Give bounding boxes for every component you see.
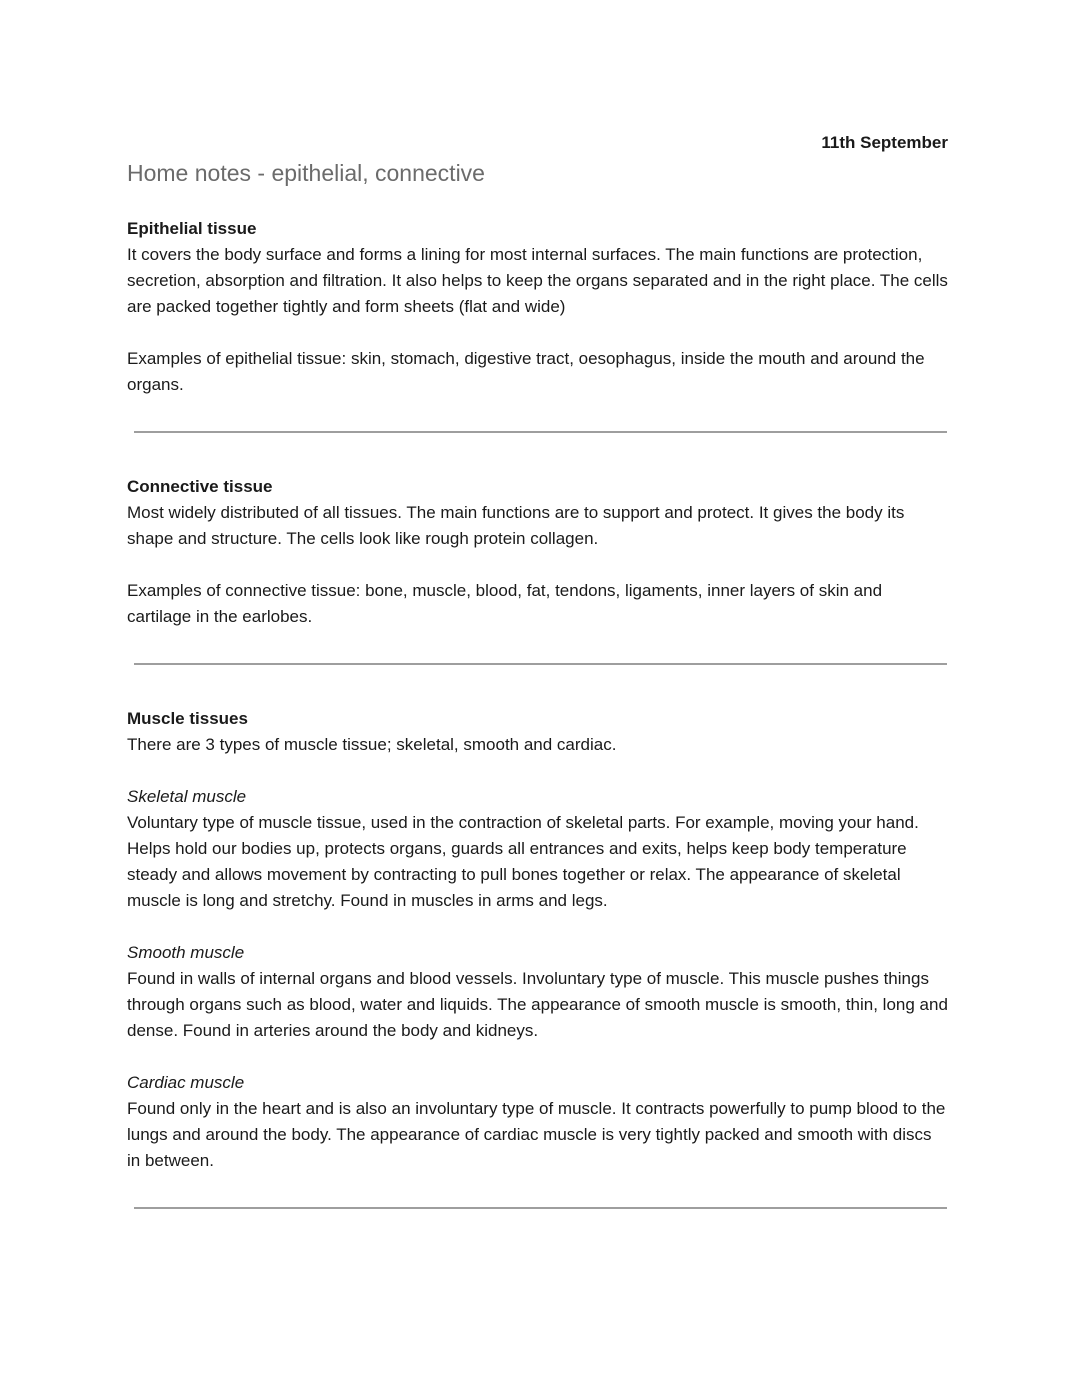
section-muscle-tissues [127,706,948,1174]
date-heading: 11th September [821,133,948,152]
section-connective-tissue [127,474,948,630]
section-divider [134,431,947,433]
page-title: Home notes - epithelial, connective [127,160,485,186]
subsection-heading-smooth: Smooth muscle [127,943,245,962]
subsection-paragraph: Found only in the heart and is also an involuntary type of muscle. It contracts powerfully to pump blood to the lungs and around the body. The appearance of cardiac muscle is very tightly packed and smooth with discs in between. [127,1099,946,1170]
subsection-heading-skeletal: Skeletal muscle [127,787,247,806]
section-heading-connective: Connective tissue [127,477,273,496]
section-paragraph: It covers the body surface and forms a lining for most internal surfaces. The main functions are protection, secretion, absorption and filtration. It also helps to keep the organs separated and in the right place. The cells are packed together tightly and form sheets (flat and wide) [127,245,948,316]
section-divider [134,663,947,665]
subsection-heading-cardiac: Cardiac muscle [127,1073,245,1092]
section-heading-epithelial: Epithelial tissue [127,219,257,238]
section-paragraph: Examples of connective tissue: bone, muscle, blood, fat, tendons, ligaments, inner layers of skin and cartilage in the earlobes. [127,581,883,626]
section-intro: There are 3 types of muscle tissue; skeletal, smooth and cardiac. [127,735,617,754]
section-paragraph: Most widely distributed of all tissues. The main functions are to support and protect. It gives the body its shape and structure. The cells look like rough protein collagen. [127,503,905,548]
section-paragraph: Examples of epithelial tissue: skin, stomach, digestive tract, oesophagus, inside the mouth and around the organs. [127,349,925,394]
subsection-paragraph: Found in walls of internal organs and blood vessels. Involuntary type of muscle. This muscle pushes things through organs such as blood, water and liquids. The appearance of smooth muscle is smooth, thin, long and dense. Found in arteries around the body and kidneys. [127,969,948,1040]
section-heading-muscle: Muscle tissues [127,709,248,728]
section-epithelial-tissue [127,216,948,398]
section-divider [134,1207,947,1209]
subsection-paragraph: Voluntary type of muscle tissue, used in the contraction of skeletal parts. For example, moving your hand. Helps hold our bodies up, protects organs, guards all entrances and exits, helps keep body temperature steady and allows movement by contracting to pull bones together or relax. The appearance of skeletal muscle is long and stretchy. Found in muscles in arms and legs. [127,813,919,910]
